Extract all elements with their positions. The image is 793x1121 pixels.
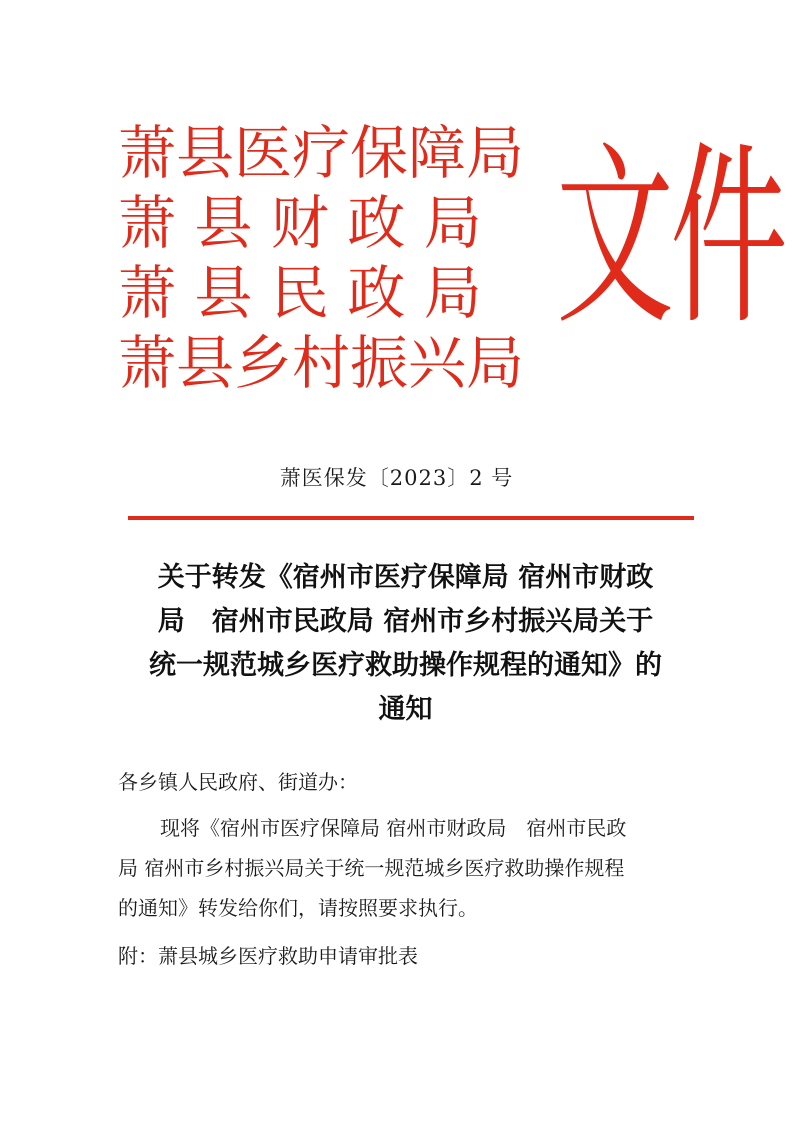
document-number: 萧医保发〔2023〕2 号 xyxy=(279,466,514,490)
title-line: 通知 xyxy=(378,694,433,725)
paragraph-line: 现将《宿州市医疗保障局 宿州市财政局 宿州市民政 xyxy=(160,816,627,840)
title-line: 关于转发《宿州市医疗保障局 宿州市财政 xyxy=(157,562,654,593)
document-type-label: 文件 xyxy=(556,123,785,352)
document-body xyxy=(118,762,693,976)
title-line: 统一规范城乡医疗救助操作规程的通知》的 xyxy=(149,650,662,681)
paragraph-line: 的通知》转发给你们，请按照要求执行。 xyxy=(118,896,478,920)
red-divider xyxy=(128,516,694,520)
agency-name: 萧县医疗保障局 xyxy=(118,119,525,187)
agency-name: 萧县乡村振兴局 xyxy=(118,329,525,397)
agency-name: 萧 县 民 政 局 xyxy=(118,259,482,327)
salutation: 各乡镇人民政府、街道办： xyxy=(118,770,358,794)
attachment-line: 附：萧县城乡医疗救助申请审批表 xyxy=(118,944,418,968)
document-title xyxy=(118,556,693,732)
letterhead-agencies xyxy=(118,118,538,398)
agency-name: 萧 县 财 政 局 xyxy=(118,189,482,257)
paragraph-line: 局 宿州市乡村振兴局关于统一规范城乡医疗救助操作规程 xyxy=(118,856,625,880)
title-line: 局 宿州市民政局 宿州市乡村振兴局关于 xyxy=(157,606,654,637)
